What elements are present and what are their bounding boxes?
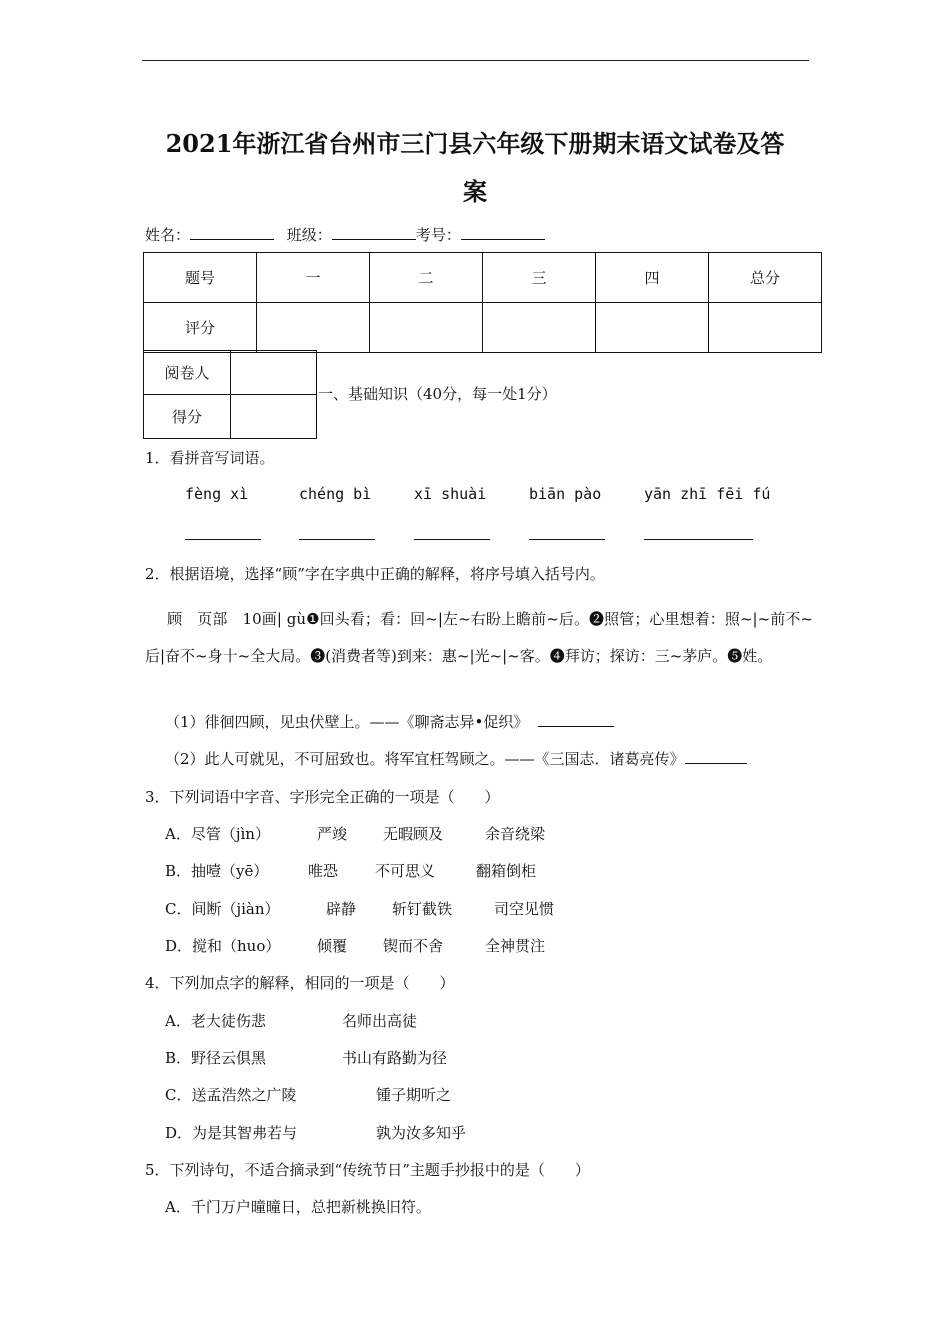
page-title: 2021年浙江省台州市三门县六年级下册期末语文试卷及答 (165, 129, 785, 158)
score-table (143, 252, 822, 353)
answer-blank[interactable] (644, 539, 753, 540)
header-cell: 总分 (709, 253, 822, 303)
question-2-prompt: 2．根据语境，选择“顾”字在字典中正确的解释，将序号填入括号内。 (145, 565, 605, 583)
score-table-header-row (144, 253, 822, 303)
score-cell[interactable] (483, 303, 596, 353)
option-a: A．尽管（jìn） (165, 825, 270, 843)
option-d: D．为是其智弗若与 (165, 1124, 298, 1142)
item-1-blank[interactable] (538, 712, 614, 727)
option-c-word: 辟静 (326, 900, 357, 918)
option-a: A．千门万户曈曈日，总把新桃换旧符。 (165, 1198, 431, 1216)
option-c-phrase: 锺子期听之 (376, 1086, 452, 1104)
score-table-row (144, 303, 822, 353)
option-a-word: 无暇顾及 (383, 825, 444, 843)
section-score-cell[interactable] (231, 395, 317, 439)
header-cell: 一 (257, 253, 370, 303)
top-rule (142, 60, 809, 61)
grader-row (144, 395, 317, 439)
option-a-word: 余音绕梁 (485, 825, 546, 843)
exam-number-blank[interactable] (461, 225, 545, 240)
option-c: C．送孟浩然之广陵 (165, 1086, 297, 1104)
header-cell: 题号 (144, 253, 257, 303)
question-1-prompt: 1．看拼音写词语。 (145, 449, 275, 467)
option-a-phrase: 名师出高徒 (342, 1012, 418, 1030)
item-2-text: （2）此人可就见，不可屈致也。将军宜枉驾顾之。——《三国志．诸葛亮传》 (165, 750, 685, 768)
score-cell[interactable] (596, 303, 709, 353)
reviewer-cell[interactable] (231, 351, 317, 395)
header-cell: 四 (596, 253, 709, 303)
header-cell: 三 (483, 253, 596, 303)
dictionary-definition: 顾 页部 10画| gù❶回头看；看：回~|左~右盼上瞻前~后。❷照管；心里想着：照~|~前不~后|奋不~身十~全大局。❸(消费者等)到来：惠~|光~|~客。❹拜访；探访：三~茅庐。❺姓。 (145, 610, 813, 665)
pinyin-item: yān zhī fēi fú (644, 485, 771, 503)
header-cell: 二 (370, 253, 483, 303)
item-2-blank[interactable] (685, 749, 747, 764)
option-d-phrase: 孰为汝多知乎 (376, 1124, 467, 1142)
pinyin-item: biān pào (529, 485, 602, 503)
option-d-word: 全神贯注 (485, 937, 546, 955)
row-label: 评分 (144, 303, 257, 353)
answer-blank[interactable] (529, 539, 605, 540)
grader-row (144, 351, 317, 395)
grader-table (143, 350, 317, 439)
score-label: 得分 (144, 395, 231, 439)
score-cell[interactable] (257, 303, 370, 353)
option-d: D．搅和（huo） (165, 937, 281, 955)
option-c-word: 司空见惯 (494, 900, 555, 918)
class-label: 班级： (286, 226, 332, 244)
option-c-word: 斩钉截铁 (392, 900, 453, 918)
option-a-word: 严竣 (317, 825, 348, 843)
pinyin-item: fèng xì (185, 485, 249, 503)
option-b: B．野径云俱黑 (165, 1049, 267, 1067)
class-blank[interactable] (332, 225, 416, 240)
question-5-prompt: 5．下列诗句，不适合摘录到“传统节日”主题手抄报中的是（ ） (145, 1161, 590, 1179)
page-title-continued: 案 (463, 177, 487, 206)
option-b-phrase: 书山有路勤为径 (342, 1049, 448, 1067)
name-label: 姓名： (145, 226, 191, 244)
question-2-item-2 (165, 748, 747, 769)
pinyin-item: chéng bì (299, 485, 372, 503)
option-b-word: 翻箱倒柜 (476, 862, 537, 880)
option-d-word: 锲而不舍 (383, 937, 444, 955)
option-b-word: 唯恐 (308, 862, 339, 880)
pinyin-item: xī shuài (414, 485, 487, 503)
item-1-text: （1）徘徊四顾，见虫伏壁上。——《聊斋志异•促织》 (165, 713, 529, 731)
question-4-prompt: 4．下列加点字的解释，相同的一项是（ ） (145, 974, 455, 992)
dictionary-entry (145, 601, 813, 675)
reviewer-label: 阅卷人 (144, 351, 231, 395)
option-d-word: 倾覆 (317, 937, 348, 955)
question-2-item-1 (165, 711, 614, 732)
option-b: B．抽噎（yē） (165, 862, 269, 880)
section-heading: 一、基础知识（40分，每一处1分） (318, 385, 557, 403)
option-a: A．老大徒伤悲 (165, 1012, 266, 1030)
answer-blank[interactable] (185, 539, 261, 540)
answer-blank[interactable] (414, 539, 490, 540)
answer-blank[interactable] (299, 539, 375, 540)
name-blank[interactable] (190, 225, 274, 240)
score-cell[interactable] (709, 303, 822, 353)
student-info (145, 224, 545, 245)
option-b-word: 不可思义 (375, 862, 436, 880)
score-cell[interactable] (370, 303, 483, 353)
option-c: C．间断（jiàn） (165, 900, 280, 918)
question-3-prompt: 3．下列词语中字音、字形完全正确的一项是（ ） (145, 788, 500, 806)
exam-number-label: 考号： (415, 226, 461, 244)
